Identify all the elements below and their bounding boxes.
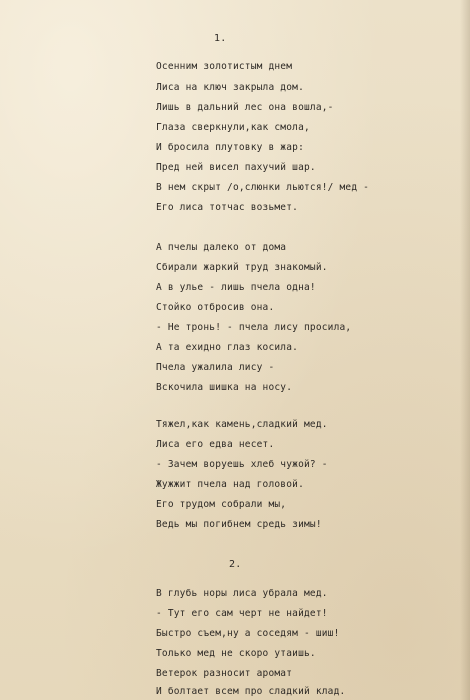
poem-line: Стойко отбросив она. [156,302,275,313]
poem-line: Пред ней висел пахучий шар. [156,162,316,173]
poem-line: - Не тронь! - пчела лису просила, [156,322,352,333]
poem-line: А в улье - лишь пчела одна! [156,282,316,293]
poem-line: Жужжит пчела над головой. [156,479,304,490]
poem-line: Сбирали жаркий труд знакомый. [156,262,328,273]
section-2-number: 2. [229,559,242,570]
poem-line: И болтает всем про сладкий клад. [156,686,346,697]
poem-line: - Зачем воруешь хлеб чужой? - [156,459,328,470]
poem-line: Пчела ужалила лису - [156,362,275,373]
poem-line: Ветерок разносит аромат [156,668,293,679]
poem-line: А пчелы далеко от дома [156,242,287,253]
section-1-number: 1. [214,33,227,44]
poem-line: - Тут его сам черт не найдет! [156,608,328,619]
poem-line: В глубь норы лиса убрала мед. [156,588,328,599]
poem-line: Лиса его едва несет. [156,439,275,450]
poem-line: И бросила плутовку в жар: [156,142,304,153]
poem-line: Ведь мы погибнем средь зимы! [156,519,322,530]
poem-line: Тяжел,как камень,сладкий мед. [156,419,328,430]
poem-line: Вскочила шишка на носу. [156,382,293,393]
poem-line: Лиса на ключ закрыла дом. [156,82,304,93]
poem-line: В нем скрыт /о,слюнки льются!/ мед - [156,182,370,193]
poem-line: Лишь в дальний лес она вошла,- [156,102,334,113]
poem-line: Его трудом собрали мы, [156,499,287,510]
poem-line: Глаза сверкнули,как смола, [156,122,310,133]
poem-line: Осенним золотистым днем [156,61,293,72]
poem-line: Быстро съем,ну а соседям - шиш! [156,628,340,639]
poem-line: А та ехидно глаз косила. [156,342,299,353]
page-edge-shadow [460,0,470,700]
poem-line: Его лиса тотчас возьмет. [156,202,299,213]
poem-line: Только мед не скоро утаишь. [156,648,316,659]
